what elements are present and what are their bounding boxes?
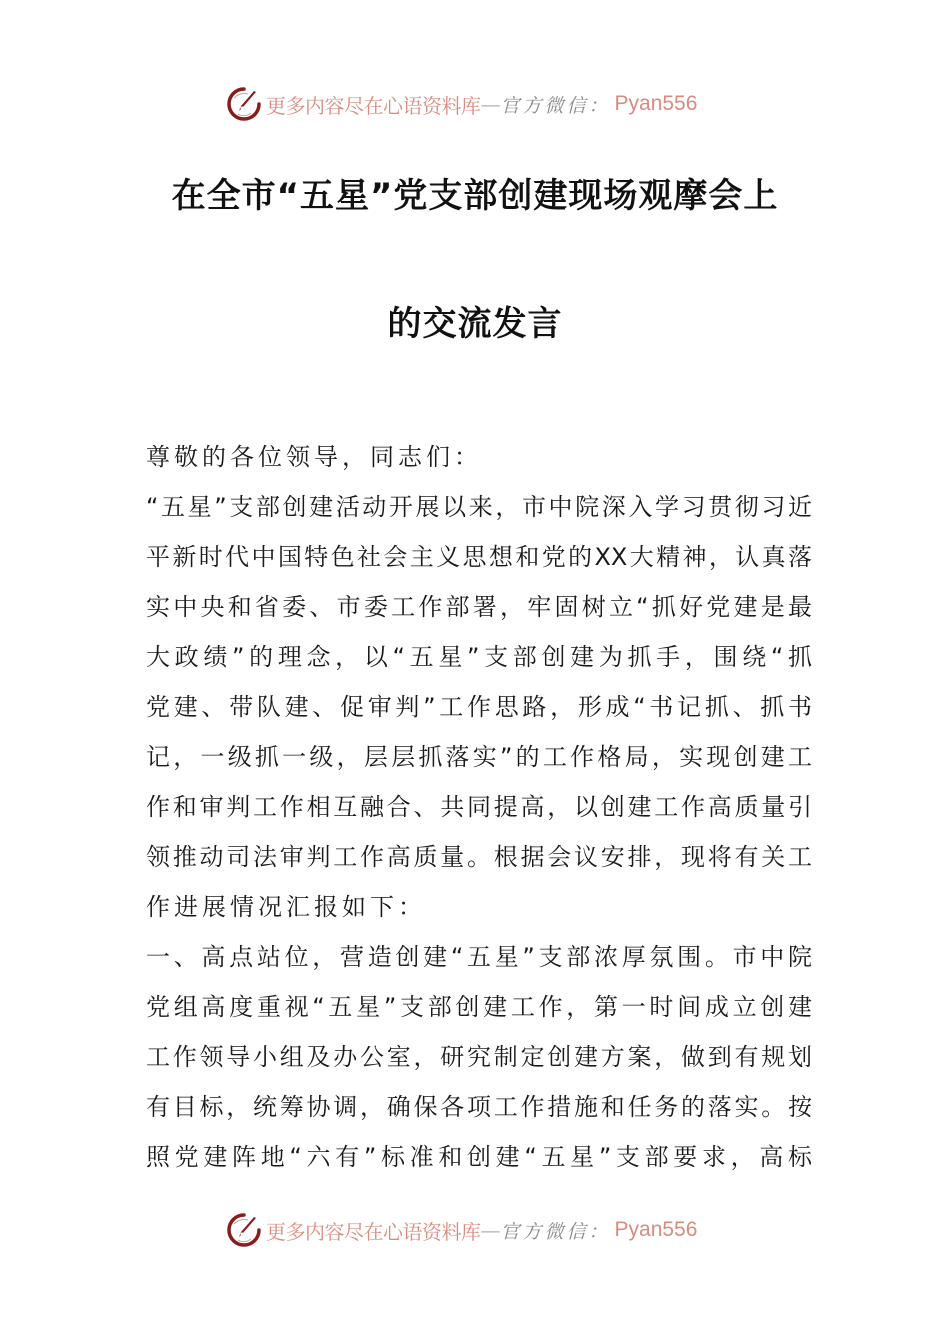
document-title-line-1: 在全市“五星”党支部创建现场观摩会上 [171, 176, 779, 216]
watermark-wechat-label: 官方微信： [500, 1220, 611, 1243]
body-line: 作进展情况汇报如下： [146, 893, 426, 921]
body-line: 工作领导小组及办公室，研究制定创建方案，做到有规划 [146, 1043, 812, 1071]
body-line: “五星”支部创建活动开展以来，市中院深入学习贯彻习近 [146, 493, 812, 521]
pen-nib-circle-icon [226, 86, 262, 122]
watermark-wechat-id: Pyan556 [614, 92, 698, 115]
header-watermark [226, 84, 726, 124]
body-line: 大政绩”的理念，以“五星”支部创建为抓手，围绕“抓 [146, 643, 812, 671]
body-line: 党建、带队建、促审判”工作思路，形成“书记抓、抓书 [146, 693, 812, 721]
watermark-main-text: 更多内容尽在心语资料库 [266, 93, 481, 118]
body-line: 记，一级抓一级，层层抓落实”的工作格局，实现创建工 [146, 743, 812, 771]
document-title-line-2: 的交流发言 [387, 304, 563, 344]
body-line: 有目标，统筹协调，确保各项工作措施和任务的落实。按 [146, 1093, 812, 1121]
body-line: 党组高度重视“五星”支部创建工作，第一时间成立创建 [146, 993, 812, 1021]
pen-nib-circle-icon [226, 1212, 262, 1248]
watermark-wechat-id: Pyan556 [614, 1218, 698, 1241]
footer-watermark [226, 1210, 726, 1250]
watermark-main-text: 更多内容尽在心语资料库 [266, 1219, 481, 1244]
watermark-dash: — [480, 1218, 501, 1242]
watermark-dash: — [480, 92, 501, 116]
body-line: 照党建阵地“六有”标准和创建“五星”支部要求，高标 [146, 1143, 812, 1171]
body-line: 领推动司法审判工作高质量。根据会议安排，现将有关工 [146, 843, 812, 871]
section-heading-line: 一、高点站位，营造创建“五星”支部浓厚氛围。市中院 [146, 943, 812, 971]
salutation: 尊敬的各位领导，同志们： [146, 443, 482, 471]
body-line: 平新时代中国特色社会主义思想和党的XX大精神，认真落 [146, 543, 812, 571]
body-line: 作和审判工作相互融合、共同提高，以创建工作高质量引 [146, 793, 812, 821]
watermark-wechat-label: 官方微信： [500, 94, 611, 117]
document-body [146, 432, 812, 1182]
body-line: 实中央和省委、市委工作部署，牢固树立“抓好党建是最 [146, 593, 812, 621]
